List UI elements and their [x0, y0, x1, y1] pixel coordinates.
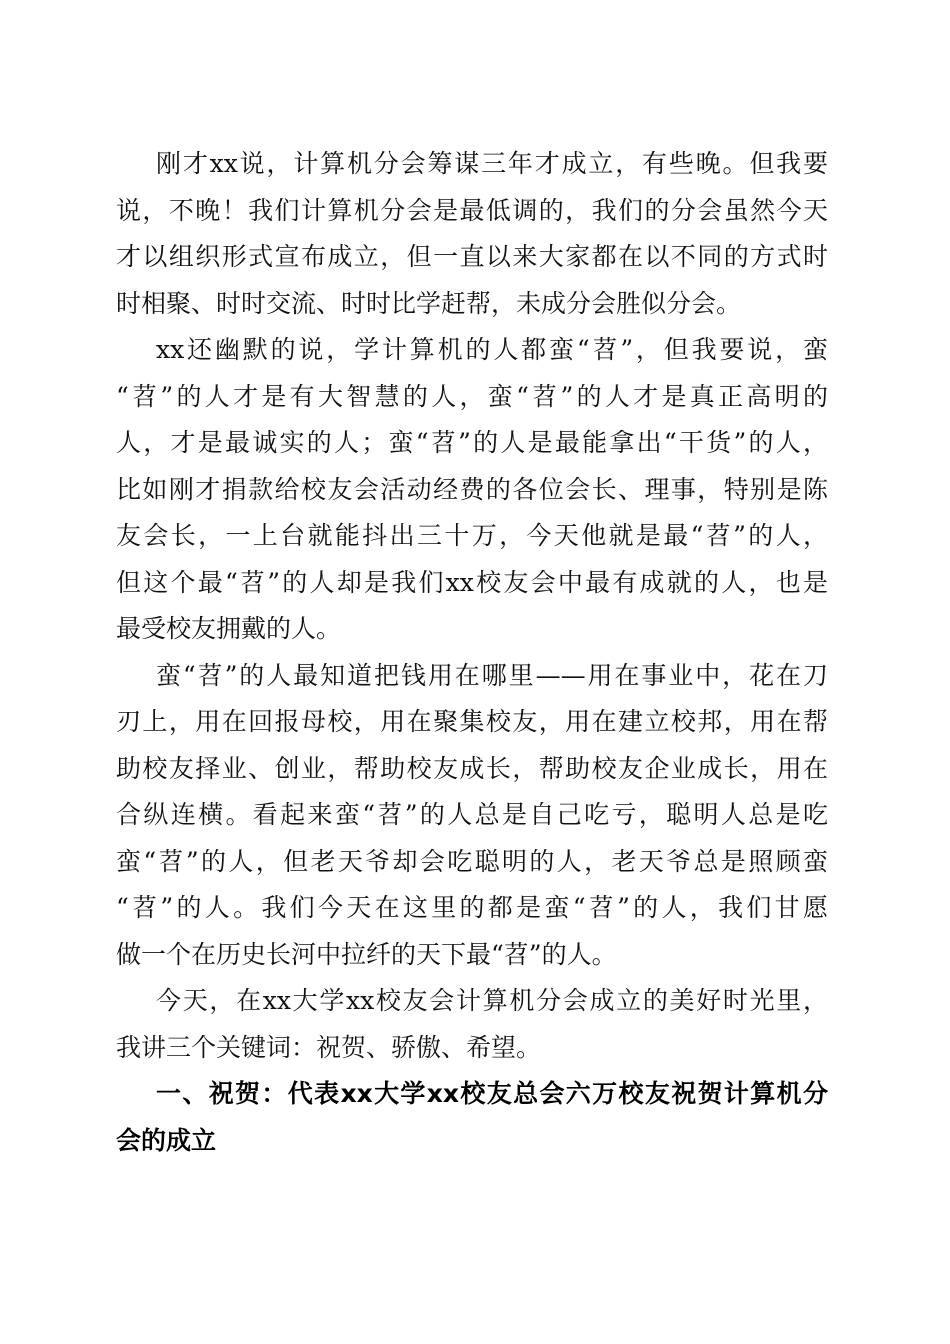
text-line: 刚才xx说，计算机分会筹谋三年才成立，有些晚。但我要 — [156, 149, 828, 178]
text-line: 今天，在xx大学xx校友会计算机分会成立的美好时光里， — [156, 986, 828, 1015]
paragraph-3 — [116, 653, 828, 979]
text-line: “苕”的人。我们今天在这里的都是蛮“苕”的人，我们甘愿 — [116, 893, 828, 922]
text-line: 做一个在历史长河中拉纤的天下最“苕”的人。 — [116, 939, 617, 969]
text-line: 才以组织形式宣布成立，但一直以来大家都在以不同的方式时 — [116, 242, 828, 271]
text-line: 助校友择业、创业，帮助校友成长，帮助校友企业成长，用在 — [116, 753, 828, 783]
text-line: xx还幽默的说，学计算机的人都蛮“苕”，但我要说，蛮 — [156, 335, 828, 364]
text-line: 刃上，用在回报母校，用在聚集校友，用在建立校邦，用在帮 — [116, 707, 828, 736]
text-line: 我讲三个关键词：祝贺、骄傲、希望。 — [116, 1032, 542, 1062]
document-body — [116, 141, 828, 1164]
text-line: 合纵连横。看起来蛮“苕”的人总是自己吃亏，聪明人总是吃 — [116, 800, 828, 829]
text-line: 说，不晚！我们计算机分会是最低调的，我们的分会虽然今天 — [116, 195, 828, 225]
heading-line: 会的成立 — [116, 1125, 217, 1155]
heading-line: 一、祝贺：代表xx大学xx校友总会六万校友祝贺计算机分 — [156, 1079, 828, 1108]
text-line: 蛮“苕”的人最知道把钱用在哪里——用在事业中，花在刀 — [156, 660, 828, 690]
text-line: 友会长，一上台就能抖出三十万，今天他就是最“苕”的人， — [116, 521, 828, 550]
text-line: “苕”的人才是有大智慧的人，蛮“苕”的人才是真正高明的 — [116, 381, 828, 411]
text-line: 比如刚才捐款给校友会活动经费的各位会长、理事，特别是陈 — [116, 474, 828, 504]
paragraph-1 — [116, 141, 828, 327]
paragraph-4 — [116, 978, 828, 1071]
text-line: 最受校友拥戴的人。 — [116, 614, 342, 643]
text-line: 人，才是最诚实的人；蛮“苕”的人是最能拿出“干货”的人， — [116, 428, 828, 457]
text-line: 时相聚、时时交流、时时比学赶帮，未成分会胜似分会。 — [116, 288, 742, 318]
text-line: 但这个最“苕”的人却是我们xx校友会中最有成就的人，也是 — [116, 567, 828, 597]
section-heading — [116, 1071, 828, 1164]
paragraph-2 — [116, 327, 828, 653]
text-line: 蛮“苕”的人，但老天爷却会吃聪明的人，老天爷总是照顾蛮 — [116, 846, 828, 876]
